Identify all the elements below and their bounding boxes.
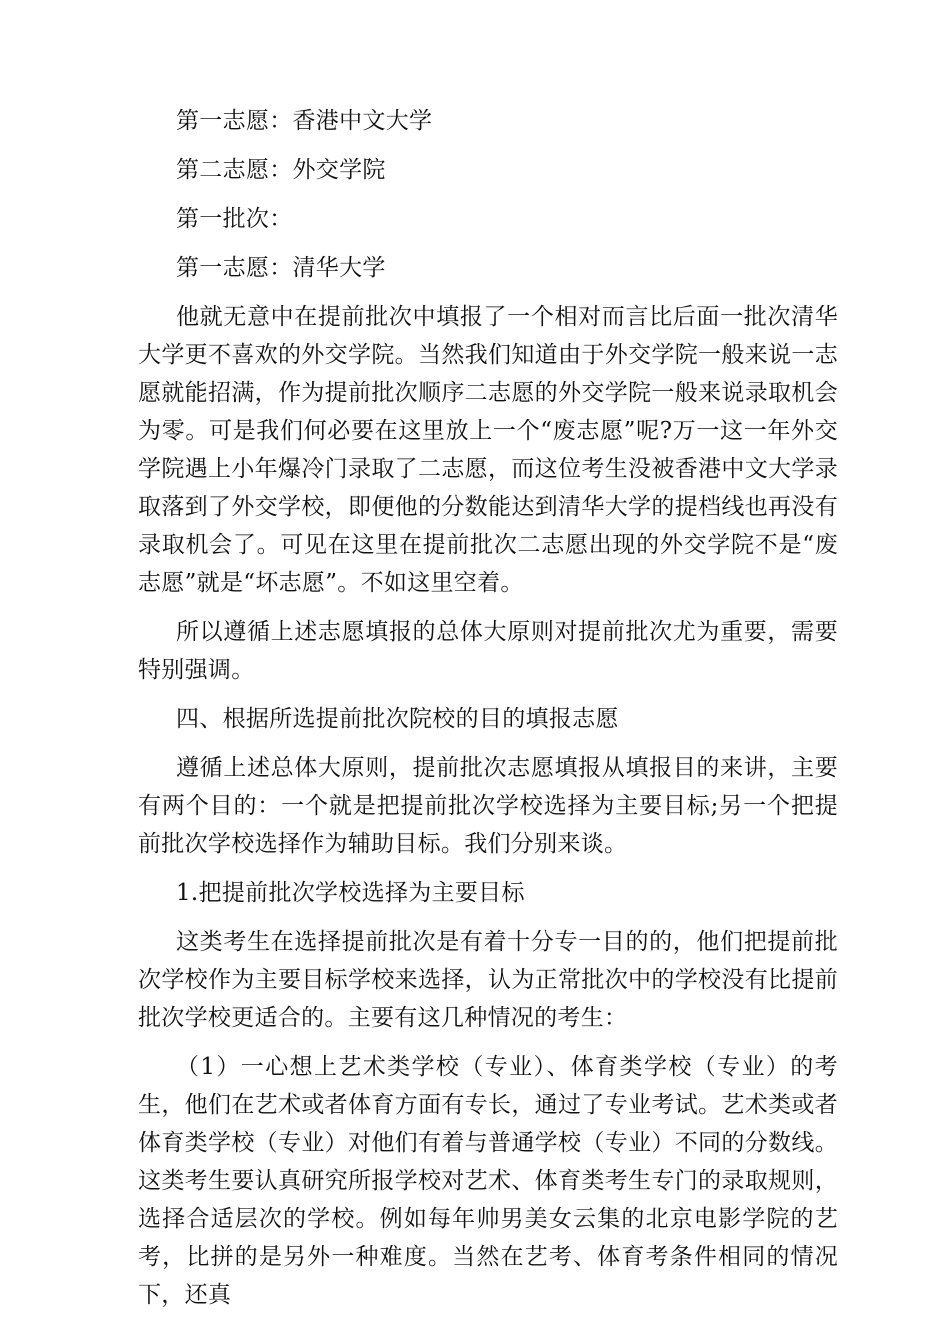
section-heading-four: 四、根据所选提前批次院校的目的填报志愿 xyxy=(176,706,619,732)
paragraph-art-sports-candidates: （1）一心想上艺术类学校（专业）、体育类学校（专业）的考生，他们在艺术或者体育方面有专长，通过了专业考试。艺术类或者体育类学校（专业）对他们有着与普通学校（专业）不同的分数线。这类考生要认真研究所报学校对艺术、体育类考生专门的录取规则，选择合适层次的学校。例如每年帅男美女云集的北京电影学院的艺考，比拼的是另外一种难度。当然在艺考、体育考条件相同的情况下，还真 xyxy=(138,1054,838,1308)
paragraph-principle-emphasis: 所以遵循上述志愿填报的总体大原则对提前批次尤为重要，需要特别强调。 xyxy=(138,619,838,683)
paragraph-first-batch: 第一批次： xyxy=(176,206,293,232)
paragraph-first-choice-cuhk: 第一志愿：香港中文大学 xyxy=(176,108,433,134)
subheading-main-target: 1.把提前批次学校选择为主要目标 xyxy=(176,880,525,906)
paragraph-main-target-candidates: 这类考生在选择提前批次是有着十分专一目的的，他们把提前批次学校作为主要目标学校来选择，认为正常批次中的学校没有比提前批次学校更适合的。主要有这几种情况的考生： xyxy=(138,929,838,1031)
document-body xyxy=(138,102,838,1314)
paragraph-first-choice-tsinghua: 第一志愿：清华大学 xyxy=(176,255,386,281)
paragraph-two-purposes: 遵循上述总体大原则，提前批次志愿填报从填报目的来讲，主要有两个目的：一个就是把提前批次学校选择为主要目标;另一个把提前批次学校选择作为辅助目标。我们分别来谈。 xyxy=(138,755,838,857)
paragraph-second-choice-cfau: 第二志愿：外交学院 xyxy=(176,157,386,183)
paragraph-waste-choice-explanation: 他就无意中在提前批次中填报了一个相对而言比后面一批次清华大学更不喜欢的外交学院。当然我们知道由于外交学院一般来说一志愿就能招满，作为提前批次顺序二志愿的外交学院一般来说录取机会为零。可是我们何必要在这里放上一个“废志愿”呢?万一这一年外交学院遇上小年爆冷门录取了二志愿，而这位考生没被香港中文大学录取落到了外交学校，即便他的分数能达到清华大学的提档线也再没有录取机会了。可见在这里在提前批次二志愿出现的外交学院不是“废志愿”就是“坏志愿”。不如这里空着。 xyxy=(138,304,838,596)
